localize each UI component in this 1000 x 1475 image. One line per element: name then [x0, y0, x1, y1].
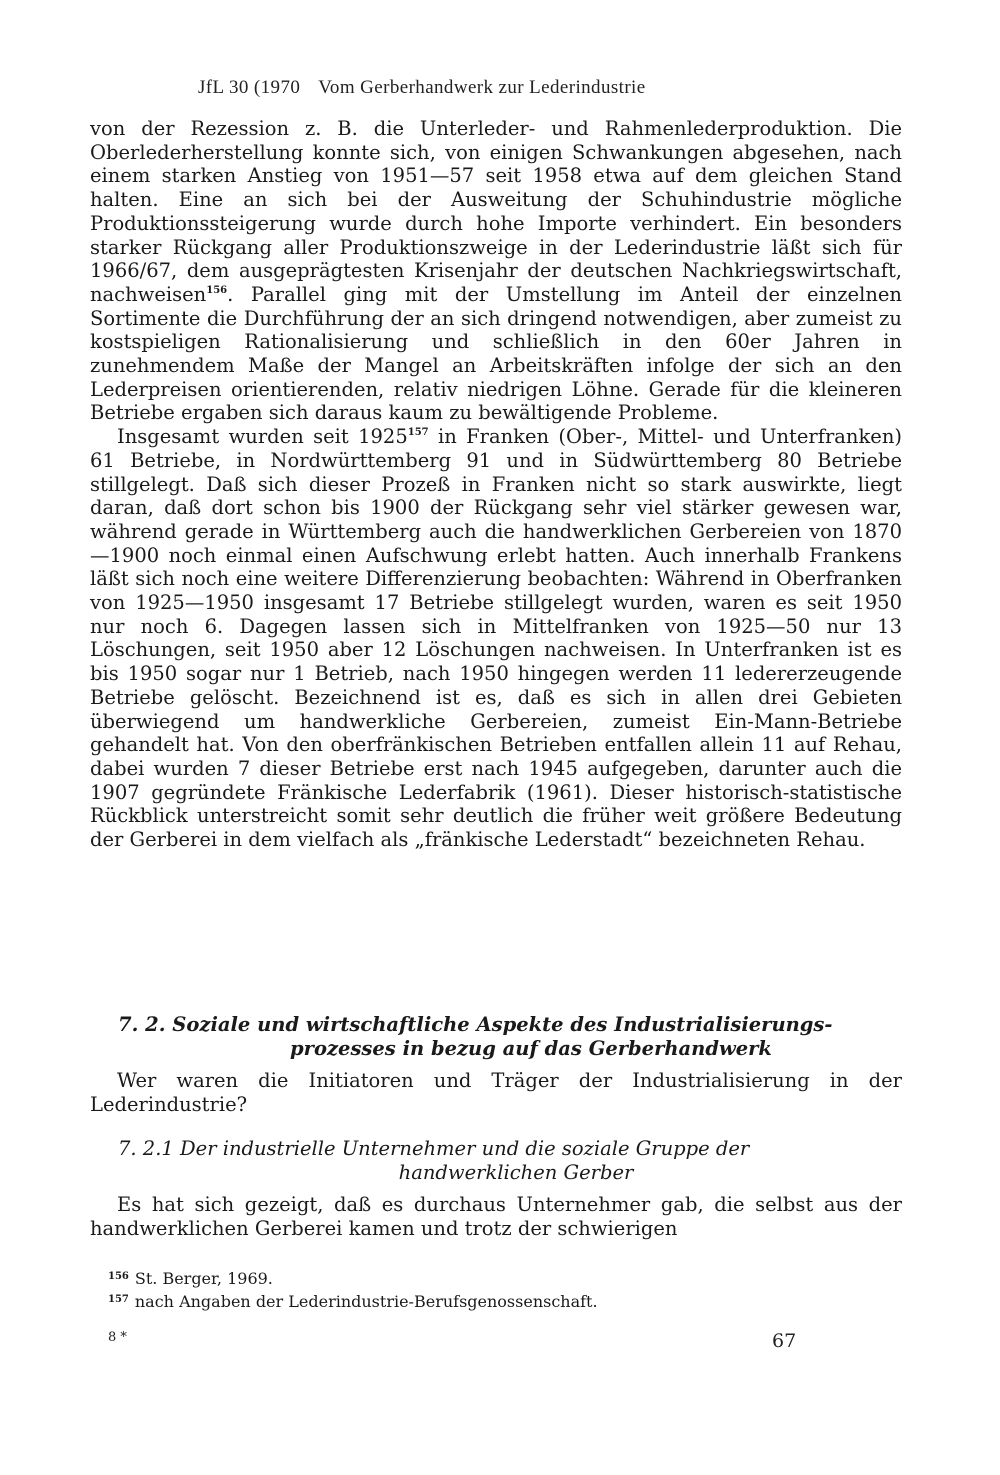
section-heading-line-1: 7. 2. Soziale und wirtschaftliche Aspekte des Industrialisierungs-	[118, 1013, 833, 1036]
page-number: 67	[772, 1330, 797, 1352]
running-title: Vom Gerberhandwerk zur Lederindustrie	[318, 77, 646, 98]
footnotes	[108, 1266, 868, 1312]
section-heading-line-2: prozesses in bezug auf das Gerberhandwerk	[290, 1037, 772, 1060]
paragraph-4: Es hat sich gezeigt, daß es durchaus Unternehmer gab, die selbst aus der handwerklichen Gerberei kamen und trotz der schwierigen	[90, 1193, 902, 1240]
section-heading	[90, 1013, 902, 1061]
footnote-text: St. Berger, 1969.	[134, 1269, 273, 1288]
main-body-text	[90, 117, 902, 852]
running-head	[198, 77, 646, 99]
footnote-ref-156: 156	[206, 284, 228, 296]
footnote-157	[108, 1289, 868, 1312]
subsection-heading-line-2: handwerklichen Gerber	[398, 1161, 634, 1184]
subsection-heading-line-1: 7. 2.1 Der industrielle Unternehmer und die soziale Gruppe der	[118, 1137, 750, 1160]
footnote-ref-157: 157	[407, 427, 429, 439]
signature-mark: 8 *	[108, 1330, 127, 1345]
footnote-156	[108, 1266, 868, 1289]
subsection-heading	[90, 1137, 902, 1185]
paragraph-2	[90, 425, 902, 852]
paragraph-1	[90, 117, 902, 425]
journal-reference: JfL 30 (1970	[198, 77, 301, 98]
footnote-mark: 156	[108, 1271, 129, 1282]
footnote-mark: 157	[108, 1294, 129, 1305]
paragraph-2-text-a: Insgesamt wurden seit 1925	[117, 425, 408, 449]
paragraph-3: Wer waren die Initiatoren und Träger der Industrialisierung in der Lederindustrie?	[90, 1069, 902, 1116]
paragraph-1-text-b: . Parallel ging mit der Umstellung im Anteil der einzelnen Sortimente die Durchführung der an sich dringend notwendigen, aber zumeist zu kostspieligen Rationalisierung und schließlich in den 60er Jahren in zunehmendem Maße der Mangel an Arbeitskräften infolge der sich an den Lederpreisen orientierenden, relativ niedrigen Löhne. Gerade für die kleineren Betriebe ergaben sich daraus kaum zu bewältigende Probleme.	[90, 282, 902, 425]
paragraph-1-text-a: von der Rezession z. B. die Unterleder- und Rahmenlederproduktion. Die Oberlederherstellung konnte sich, von einigen Schwankungen abgesehen, nach einem starken Anstieg von 1951—57 seit 1958 etwa auf dem gleichen Stand halten. Eine an sich bei der Ausweitung der Schuhindustrie mögliche Produktionssteigerung wurde durch hohe Importe verhindert. Ein besonders starker Rückgang aller Produktionszweige in der Lederindustrie läßt sich für 1966/67, dem ausgeprägtesten Krisenjahr der deutschen Nachkriegswirtschaft, nachweisen	[90, 117, 902, 306]
footnote-text: nach Angaben der Lederindustrie-Berufsgenossenschaft.	[134, 1292, 598, 1311]
paragraph-2-text-b: in Franken (Ober-, Mittel- und Unterfranken) 61 Betriebe, in Nordwürttemberg 91 und in Südwürttemberg 80 Betriebe stillgelegt. Daß sich dieser Prozeß in Franken nicht so stark auswirkte, liegt daran, daß dort schon bis 1900 der Rückgang sehr viel stärker gewesen war, während gerade in Württemberg auch die handwerklichen Gerbereien von 1870—1900 noch einmal einen Aufschwung erlebt hatten. Auch innerhalb Frankens läßt sich noch eine weitere Differenzierung beobachten: Während in Oberfranken von 1925—1950 insgesamt 17 Betriebe stillgelegt wurden, waren es seit 1950 nur noch 6. Dagegen lassen sich in Mittelfranken von 1925—50 nur 13 Löschungen, seit 1950 aber 12 Löschungen nachweisen. In Unterfranken ist es bis 1950 sogar nur 1 Betrieb, nach 1950 hingegen werden 11 ledererzeugende Betriebe gelöscht. Bezeichnend ist es, daß es sich in allen drei Gebieten überwiegend um handwerkliche Gerbereien, zumeist Ein-Mann-Betriebe gehandelt hat. Von den oberfränkischen Betrieben entfallen allein 11 auf Rehau, dabei wurden 7 dieser Betriebe erst nach 1945 aufgegeben, darunter auch die 1907 gegründete Fränkische Lederfabrik (1961). Dieser historisch-statistische Rückblick unterstreicht somit sehr deutlich die früher weit größere Bedeutung der Gerberei in dem vielfach als „fränkische Lederstadt“ bezeichneten Rehau.	[90, 425, 902, 852]
